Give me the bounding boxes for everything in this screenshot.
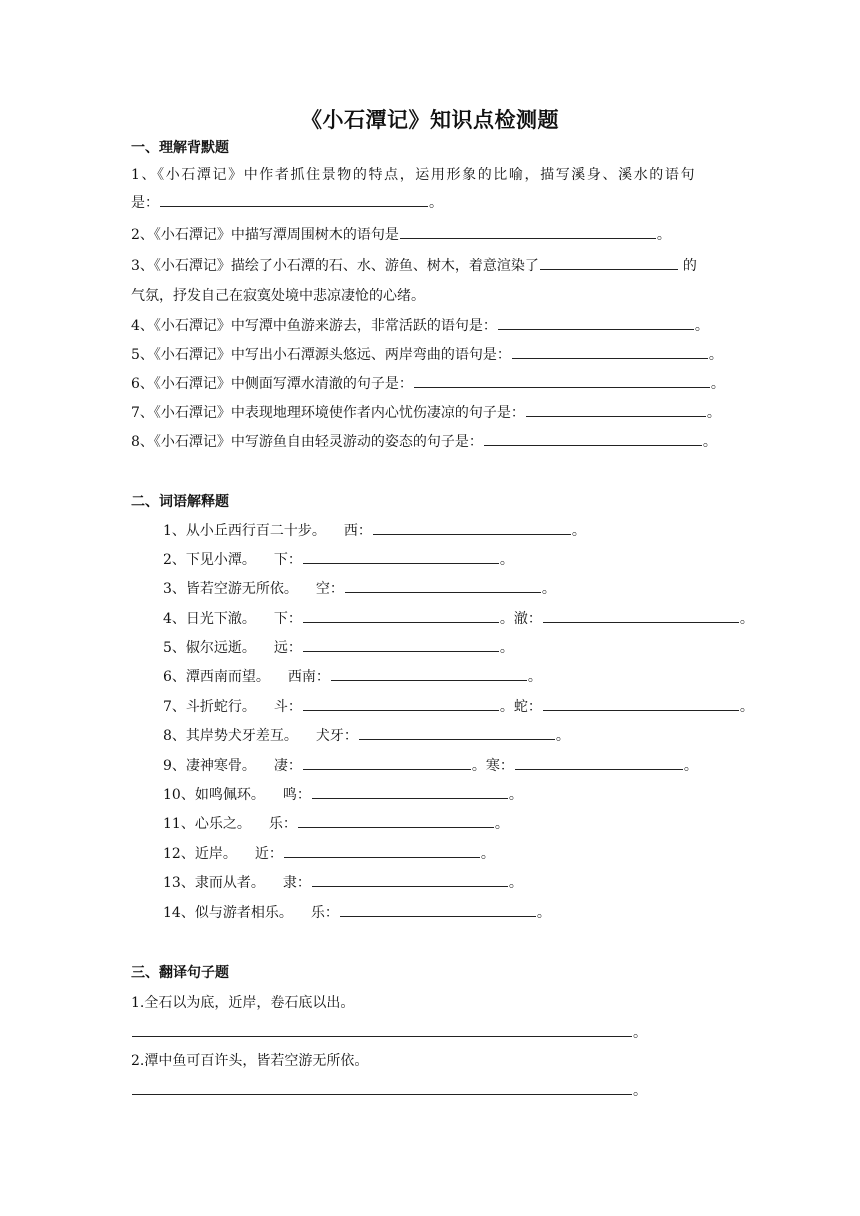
vocab-blank[interactable] xyxy=(515,755,683,770)
q7-blank[interactable] xyxy=(526,402,706,417)
section3-heading: 三、翻译句子题 xyxy=(131,965,229,981)
q8-blank[interactable] xyxy=(484,431,702,446)
q6-line: 6、《小石潭记》中侧面写潭水清澈的句子是： 。 xyxy=(131,373,725,393)
q7-line: 7、《小石潭记》中表现地理环境使作者内心忧伤凄凉的句子是： 。 xyxy=(131,402,721,422)
vocab-blank[interactable] xyxy=(284,843,480,858)
q2-blank[interactable] xyxy=(400,224,656,239)
vocab-blank[interactable] xyxy=(359,725,555,740)
vocab-blank[interactable] xyxy=(303,755,471,770)
vocab-item: 1、从小丘西行百二十步。 西： 。 xyxy=(163,520,586,540)
page-title: 《小石潭记》知识点检测题 xyxy=(301,108,559,132)
q1-line1: 1、《小石潭记》中作者抓住景物的特点，运用形象的比喻，描写溪身、溪水的语句 xyxy=(131,167,697,183)
vocab-item: 3、皆若空游无所依。 空： 。 xyxy=(163,578,556,598)
q6-blank[interactable] xyxy=(414,373,710,388)
vocab-item: 8、其岸势犬牙差互。 犬牙： 。 xyxy=(163,725,570,745)
q3-blank[interactable] xyxy=(540,255,678,270)
q8-line: 8、《小石潭记》中写游鱼自由轻灵游动的姿态的句子是： 。 xyxy=(131,431,717,451)
translate-blank[interactable] xyxy=(132,1022,632,1037)
translate-answer-1: 。 xyxy=(131,1022,647,1042)
vocab-item: 4、日光下澈。 下： 。澈： 。 xyxy=(163,608,754,628)
vocab-item: 6、潭西南而望。 西南： 。 xyxy=(163,666,542,686)
q2-line: 2、《小石潭记》中描写潭周围树木的语句是 。 xyxy=(131,224,671,244)
q3-line1: 3、《小石潭记》描绘了小石潭的石、水、游鱼、树木，着意渲染了 的 xyxy=(131,255,697,275)
q5-blank[interactable] xyxy=(512,344,708,359)
vocab-item: 10、如鸣佩环。 鸣： 。 xyxy=(163,784,523,804)
vocab-blank[interactable] xyxy=(543,696,739,711)
vocab-blank[interactable] xyxy=(373,520,571,535)
vocab-item: 13、隶而从者。 隶： 。 xyxy=(163,872,523,892)
vocab-item: 14、似与游者相乐。 乐： 。 xyxy=(163,902,551,922)
vocab-blank[interactable] xyxy=(298,813,494,828)
q1-blank[interactable] xyxy=(160,192,428,207)
translate-item-1: 1.全石以为底，近岸，卷石底以出。 xyxy=(131,995,355,1011)
translate-answer-2: 。 xyxy=(131,1080,647,1100)
vocab-blank[interactable] xyxy=(312,784,508,799)
vocab-item: 2、下见小潭。 下： 。 xyxy=(163,549,514,569)
q5-line: 5、《小石潭记》中写出小石潭源头悠远、两岸弯曲的语句是： 。 xyxy=(131,344,723,364)
vocab-item: 5、俶尔远逝。 远： 。 xyxy=(163,637,514,657)
vocab-blank[interactable] xyxy=(331,666,527,681)
vocab-blank[interactable] xyxy=(312,872,508,887)
vocab-blank[interactable] xyxy=(543,608,739,623)
vocab-item: 11、心乐之。 乐： 。 xyxy=(163,813,509,833)
q3-line2: 气氛，抒发自己在寂寞处境中悲凉凄怆的心绪。 xyxy=(131,288,425,304)
translate-item-2: 2.潭中鱼可百许头，皆若空游无所依。 xyxy=(131,1053,369,1069)
vocab-blank[interactable] xyxy=(303,608,499,623)
vocab-blank[interactable] xyxy=(303,696,499,711)
section1-heading: 一、理解背默题 xyxy=(131,140,229,156)
vocab-blank[interactable] xyxy=(303,549,499,564)
q4-blank[interactable] xyxy=(498,315,694,330)
vocab-item: 7、斗折蛇行。 斗： 。蛇： 。 xyxy=(163,696,754,716)
vocab-item: 9、凄神寒骨。 凄： 。寒： 。 xyxy=(163,755,698,775)
q4-line: 4、《小石潭记》中写潭中鱼游来游去，非常活跃的语句是： 。 xyxy=(131,315,709,335)
q1-line2: 是： 。 xyxy=(131,192,443,212)
translate-blank[interactable] xyxy=(132,1080,632,1095)
section2-heading: 二、词语解释题 xyxy=(131,494,229,510)
vocab-item: 12、近岸。 近： 。 xyxy=(163,843,495,863)
vocab-blank[interactable] xyxy=(345,578,541,593)
vocab-blank[interactable] xyxy=(303,637,499,652)
vocab-blank[interactable] xyxy=(340,902,536,917)
